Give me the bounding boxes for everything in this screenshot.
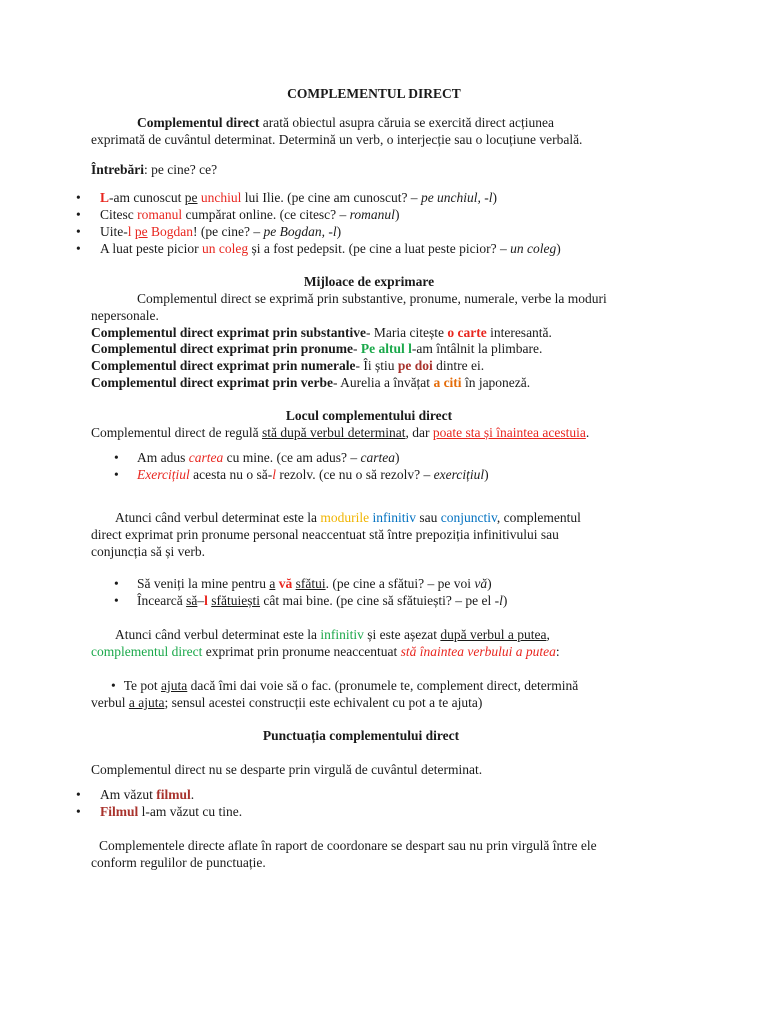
coordination-paragraph: Complementele directe aflate în raport de coordonare se despart sau nu prin virgulă între ele conform regulilor de punctuație. [91,838,597,870]
punctuation-line: Complementul direct nu se desparte prin virgulă de cuvântul determinat. [91,762,483,777]
questions-line: Întrebări: pe cine? ce? [91,162,218,177]
list-item: • Încearcă să–l sfătuiești cât mai bine. (pe cine să sfătuiești? – pe el -l) [0,593,700,610]
means-heading: Mijloace de exprimare [303,274,435,289]
infinitive-examples-list [0,576,700,610]
list-item: • Exercițiul acesta nu o să-l rezolv. (ce nu o să rezolv? – exercițiul) [0,467,700,484]
putea-example: • Te pot ajuta dacă îmi dai voie să o fac. (pronumele te, complement direct, determină verbul a ajuta; sensul acestei construcții este echivalent cu pot a te ajuta) [91,678,579,710]
infinitive-paragraph: Atunci când verbul determinat este la modurile infinitiv sau conjunctiv, complementul direct exprimat prin pronume personal neaccentuat stă între prepoziția infinitivului sau conjuncția să și verb. [91,510,581,559]
list-item: • Am adus cartea cu mine. (ce am adus? – cartea) [0,450,700,467]
place-heading: Locul complementului direct [285,408,453,423]
list-item: • Să veniți la mine pentru a vă sfătui. (pe cine a sfătui? – pe voi vă) [0,576,700,593]
means-paragraph: Complementul direct se exprimă prin substantive, pronume, numerale, verbe la moduri nepersonale. Complementul direct exprimat prin substantive- Maria citește o carte interesantă. Complementul direct exprimat prin pronume- Pe altul l-am întâlnit la plimbare. Complementul direct exprimat prin numerale- Îi știu pe doi dintre ei. Complementul direct exprimat prin verbe- Aurelia a învățat a citi în japoneză. [91,291,607,390]
putea-paragraph: Atunci când verbul determinat este la infinitiv și este așezat după verbul a putea, complementul direct exprimat prin pronume neaccentuat stă înaintea verbului a putea: [91,627,560,659]
list-item: • L-am cunoscut pe unchiul lui Ilie. (pe cine am cunoscut? – pe unchiul, -l) [0,190,700,207]
place-paragraph: Complementul direct de regulă stă după verbul determinat, dar poate sta și înaintea acestuia. [91,425,590,440]
place-examples-list [0,450,700,484]
page-title: COMPLEMENTUL DIRECT [287,86,461,101]
list-item: • Filmul l-am văzut cu tine. [0,804,700,821]
list-item: • Citesc romanul cumpărat online. (ce citesc? – romanul) [0,207,700,224]
intro-paragraph: Complementul direct arată obiectul asupra căruia se exercită direct acțiunea exprimată de cuvântul determinat. Determină un verb, o interjecție sau o locuțiune verbală. [91,115,583,147]
punctuation-examples-list [0,787,700,821]
examples-list-1 [0,190,700,258]
list-item: • Am văzut filmul. [0,787,700,804]
list-item: • Uite-l pe Bogdan! (pe cine? – pe Bogdan, -l) [0,224,700,241]
list-item: • A luat peste picior un coleg și a fost pedepsit. (pe cine a luat peste picior? – un coleg) [0,241,700,258]
punctuation-heading: Punctuația complementului direct [262,728,460,743]
